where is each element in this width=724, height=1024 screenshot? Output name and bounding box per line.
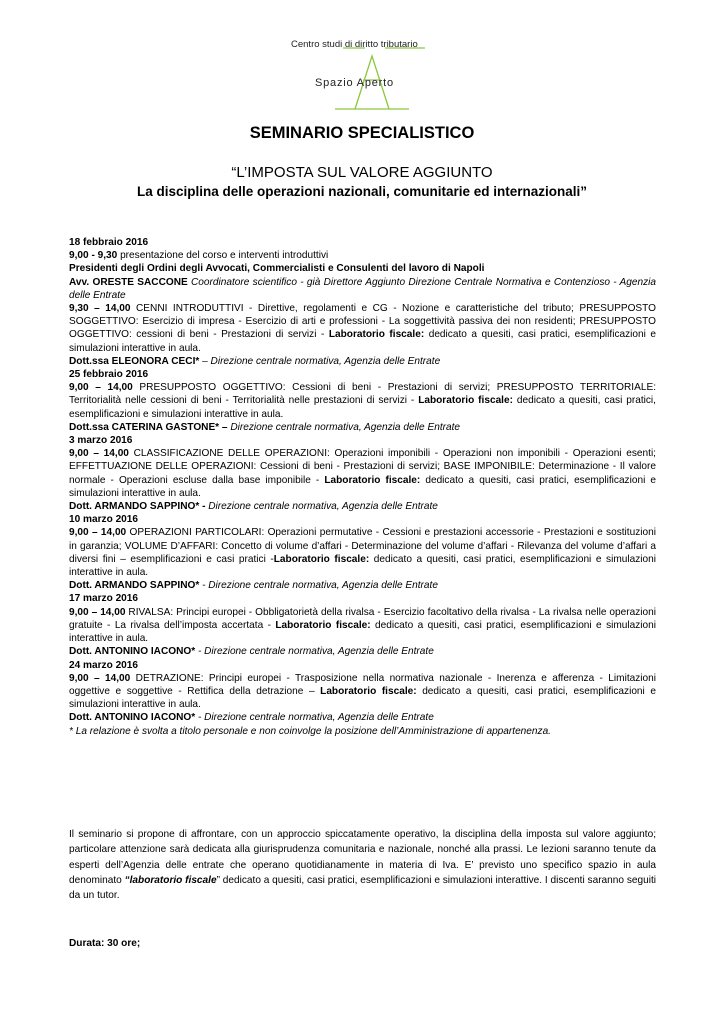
speaker-line [69,711,656,724]
session-text: presentazione del corso e interventi introduttivi [117,250,329,262]
speaker-name: Dott.ssa ELEONORA CECI* [69,355,200,367]
speaker-name: Dott. ANTONINO IACONO* [69,646,196,658]
session-line [69,249,656,262]
speaker-name: Dott. ANTONINO IACONO* [69,712,196,724]
session-line [69,526,656,579]
speaker-name: Dott. ARMANDO SAPPINO* - [69,501,206,513]
description-text: Il seminario si propone di affrontare, con un approccio spiccatamente operativo, la disciplina della imposta sul valore aggiunto; particolare attenzione sarà dedicata alla giurisprudenza comunitaria e nazionale, nonché alla prassi. Le lezioni saranno tenute da esperti dell’Agenzia delle entrate che operano quotidianamente in materia di Iva. E’ previsto uno specifico spazio in aula denominato [69,829,656,886]
speaker-role: - Direzione centrale normativa, Agenzia delle Entrate [199,580,438,592]
session-time: 9,00 – 14,00 [69,672,131,684]
session-text: DETRAZIONE: Principi europei - Trasposizione nella normativa nazionale - Inerenza e afferenza - Limitazioni oggettive e soggettive - Rettifica della detrazione – [69,672,656,697]
duration: Durata: 30 ore; [69,938,141,949]
session-date: 3 marzo 2016 [69,435,133,447]
session-line [69,302,656,355]
seminar-subtitle-2: La disciplina delle operazioni nazionali, comunitarie ed internazionali” [136,184,588,199]
session-line [69,381,656,421]
session-time: 9,00 – 14,00 [69,606,126,618]
speaker-role: Direzione centrale normativa, Agenzia delle Entrate [205,501,438,513]
presidents-line: Presidenti degli Ordini degli Avvocati, Commercialisti e Consulenti del lavoro di Napoli [69,263,485,275]
speaker-name: Dott. ARMANDO SAPPINO* [69,580,200,592]
lab-text: dedicato a quesiti, casi pratici, esemplificazioni e simulazioni interattive in aula. [69,474,656,499]
speaker-line [69,355,656,368]
speaker-name: Dott.ssa CATERINA GASTONE* – [69,421,228,433]
lab-text: dedicato a quesiti, casi pratici, esemplificazioni e simulazioni interattive in aula. [69,553,656,579]
seminar-subtitle: “L’IMPOSTA SUL VALORE AGGIUNTO [231,164,493,181]
speaker-role: Direzione centrale normativa, Agenzia delle Entrate [227,421,461,433]
program-schedule [69,236,656,738]
speaker-line [69,500,656,513]
seminar-description [69,827,656,903]
session-date: 17 marzo 2016 [69,593,139,605]
session-date: 24 marzo 2016 [69,659,139,671]
seminar-title: SEMINARIO SPECIALISTICO [249,124,475,142]
session-date: 18 febbraio 2016 [69,237,149,248]
logo-org-line: Centro studi di diritto tributario [291,39,418,50]
lab-text: dedicato a quesiti, casi pratici, esemplificazioni e simulazioni interattive in aula. [69,329,656,354]
session-date: 25 febbraio 2016 [69,369,149,381]
session-line [69,672,656,712]
session-line [69,606,656,646]
lab-label: Laboratorio fiscale: [418,395,513,407]
lab-label: Laboratorio fiscale: [324,474,421,486]
coordinator-role: Coordinatore scientifico - già Direttore Aggiunto Direzione Centrale Normativa e Contenzioso - Agenzia delle Entrate [69,276,656,301]
session-time: 9,00 - 9,30 [69,250,118,262]
speaker-role: - Direzione centrale normativa, Agenzia delle Entrate [195,712,434,724]
session-time: 9,00 – 14,00 [69,448,129,460]
session-date: 10 marzo 2016 [69,514,139,526]
session-text: PRESUPPOSTO OGGETTIVO: Cessioni di beni - Prestazioni di servizi; PRESUPPOSTO TERRITORIALE: Territorialità nelle cessioni di beni - Territorialità nelle prestazioni di servizi - [69,382,656,407]
session-time: 9,30 – 14,00 [69,303,131,315]
session-text: OPERAZIONI PARTICOLARI: Operazioni permutative - Cessioni e prestazioni accessorie - Prestazioni e sostituzioni in garanzia; VOLUME D’AFFARI: Concetto di volume d’affari - Determinazione del volume d’affari - Rilevanza del volume d’affari a diversi fini – esemplificazioni e casi pratici - [69,527,656,565]
lab-label: Laboratorio fiscale: [275,619,371,631]
lab-text: dedicato a quesiti, casi pratici, esemplificazioni e simulazioni interattive in aula. [69,619,656,645]
lab-label: Laboratorio fiscale: [328,329,425,341]
lab-label: Laboratorio fiscale: [273,553,370,565]
session-time: 9,00 – 14,00 [69,382,133,394]
speaker-line [69,421,656,434]
lab-label: Laboratorio fiscale: [320,685,417,697]
spazio-aperto-logo [285,36,445,116]
logo-brand: Spazio Aperto [315,77,394,89]
lab-text: dedicato a quesiti, casi pratici, esemplificazioni e simulazioni interattive in aula. [69,685,656,711]
session-text: RIVALSA: Principi europei - Obbligatorietà della rivalsa - Esercizio facoltativo della rivalsa - La rivalsa nelle operazioni gratuite - La rivalsa dell’imposta accertata - [69,606,656,631]
session-text: CLASSIFICAZIONE DELLE OPERAZIONI: Operazioni imponibili - Operazioni non imponibili - Operazioni esenti; EFFETTUAZIONE DELLE OPERAZIONI: Cessioni di beni - Prestazioni di servizi; BASE IMPONIBILE: Determinazione - Il valore normale - Operazioni escluse dalla base imponibile - [69,448,656,486]
coordinator-line [69,276,656,302]
session-text: CENNI INTRODUTTIVI - Direttive, regolamenti e CG - Nozione e caratteristiche del tributo; PRESUPPOSTO SOGGETTIVO: Esercizio di impresa - Esercizio di arti e professioni - La soggettività passiva dei non residenti; PRESUPPOSTO OGGETTIVO: cessioni di beni - Prestazioni di servizi - [69,303,656,341]
description-text-2: ” dedicato a quesiti, casi pratici, esemplificazioni e simulazioni interattive. I discenti saranno seguiti da un tutor. [69,874,657,902]
speaker-role: – Direzione centrale normativa, Agenzia delle Entrate [199,355,441,367]
coordinator-name: Avv. ORESTE SACCONE [69,276,188,288]
speaker-line [69,579,656,592]
session-time: 9,00 – 14,00 [69,527,127,539]
lab-term: “laboratorio fiscale [124,874,217,886]
lab-text: dedicato a quesiti, casi pratici, esemplificazioni e simulazioni interattive in aula. [69,395,656,420]
footnote: * La relazione è svolta a titolo personale e non coinvolge la posizione dell’Amministrazione di appartenenza. [69,725,551,737]
session-line [69,447,656,500]
speaker-line [69,645,656,658]
speaker-role: - Direzione centrale normativa, Agenzia delle Entrate [195,646,434,658]
